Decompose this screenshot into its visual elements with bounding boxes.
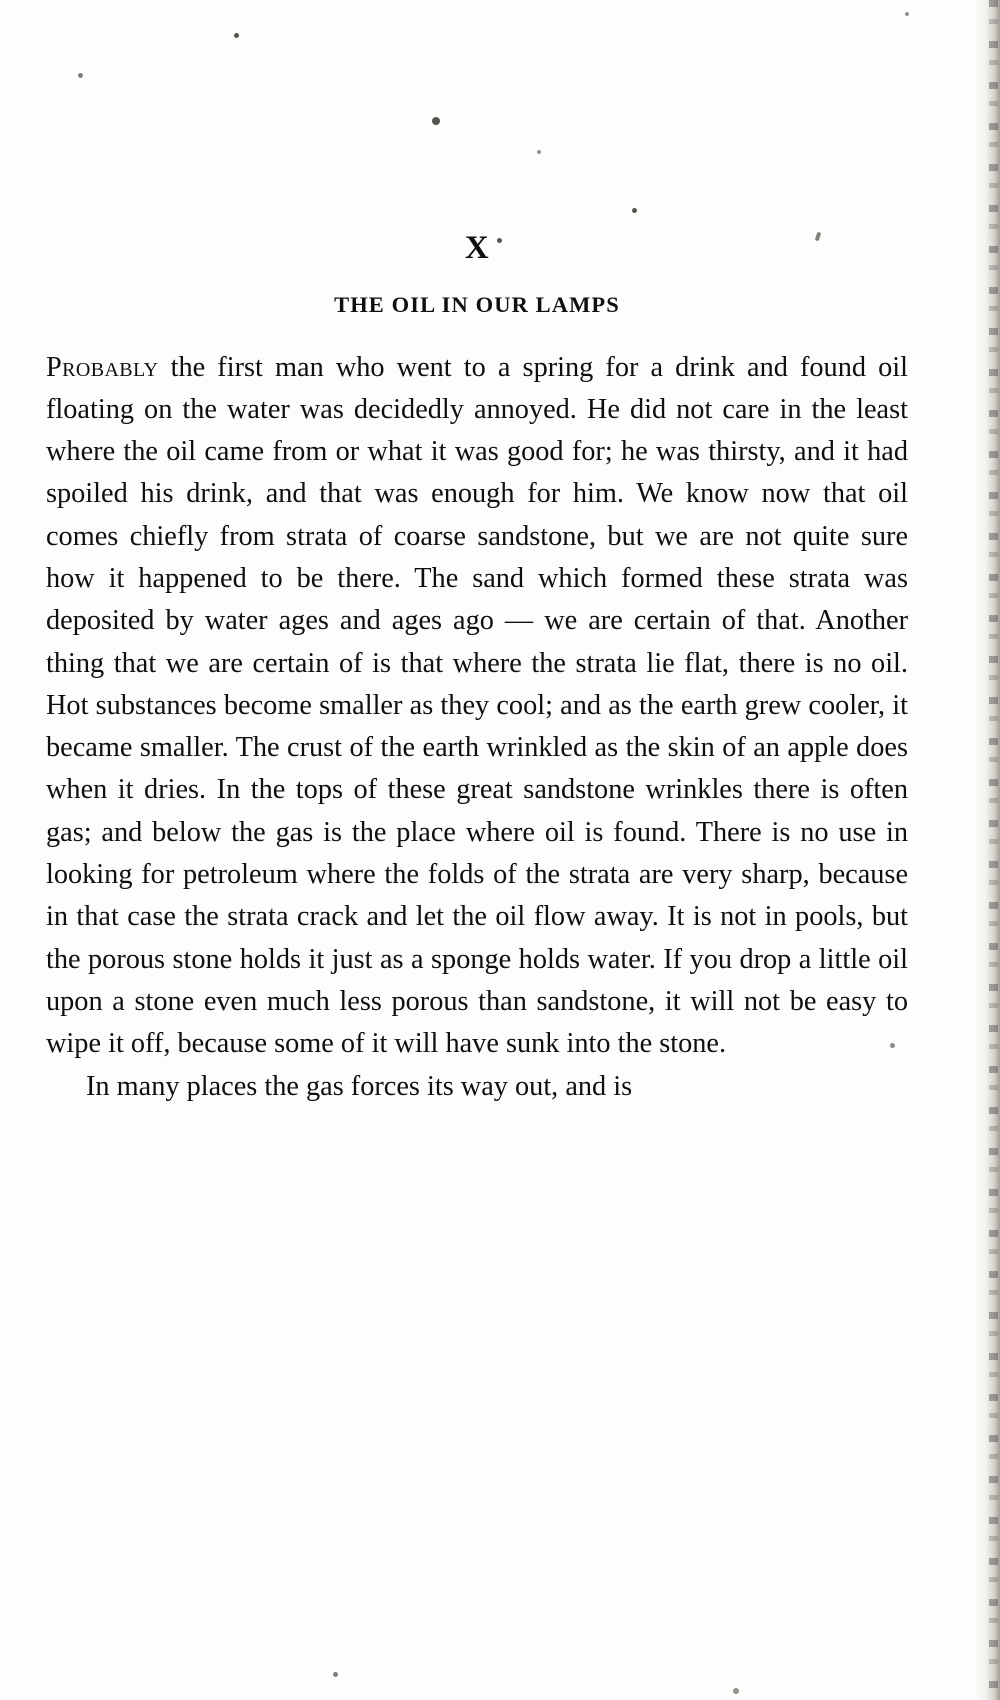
paragraph-lead-word: Probably (46, 351, 159, 383)
dust-speck (632, 208, 637, 213)
dust-speck (333, 1672, 338, 1677)
dust-speck (890, 1043, 895, 1048)
body-text (46, 347, 908, 1108)
paragraph: Probably the first man who went to a spring for a drink and found oil floating on the water was decidedly annoyed. He did not care in the least where the oil came from or what it was good for; he was thirsty, and it had spoiled his drink, and that was enough for him. We know now that oil comes chiefly from strata of coarse sandstone, but we are not quite sure how it happened to be there. The sand which formed these strata was deposited by water ages and ages ago — we are certain of that. Another thing that we are certain of is that where the strata lie flat, there is no oil. Hot substances become smaller as they cool; and as the earth grew cooler, it became smaller. The crust of the earth wrinkled as the skin of an apple does when it dries. In the tops of these great sandstone wrinkles there is often gas; and below the gas is the place where oil is found. There is no use in looking for petroleum where the folds of the strata are very sharp, because in that case the strata crack and let the oil flow away. It is not in pools, but the porous stone holds it just as a sponge holds water. If you drop a little oil upon a stone even much less porous than sandstone, it will not be easy to wipe it off, because some of it will have sunk into the stone. (46, 351, 908, 1060)
text-column (46, 0, 908, 1108)
dust-speck (497, 238, 502, 243)
chapter-number: X (464, 230, 490, 266)
dust-speck (234, 33, 239, 38)
chapter-title: THE OIL IN OUR LAMPS (334, 292, 620, 317)
dust-speck (733, 1688, 739, 1694)
dust-speck (537, 150, 541, 154)
dust-speck (905, 12, 909, 16)
page-edge-speckle (989, 0, 998, 1700)
paragraph: In many places the gas forces its way out, and is (86, 1070, 633, 1102)
dust-speck (432, 117, 440, 125)
dust-speck (78, 73, 83, 78)
